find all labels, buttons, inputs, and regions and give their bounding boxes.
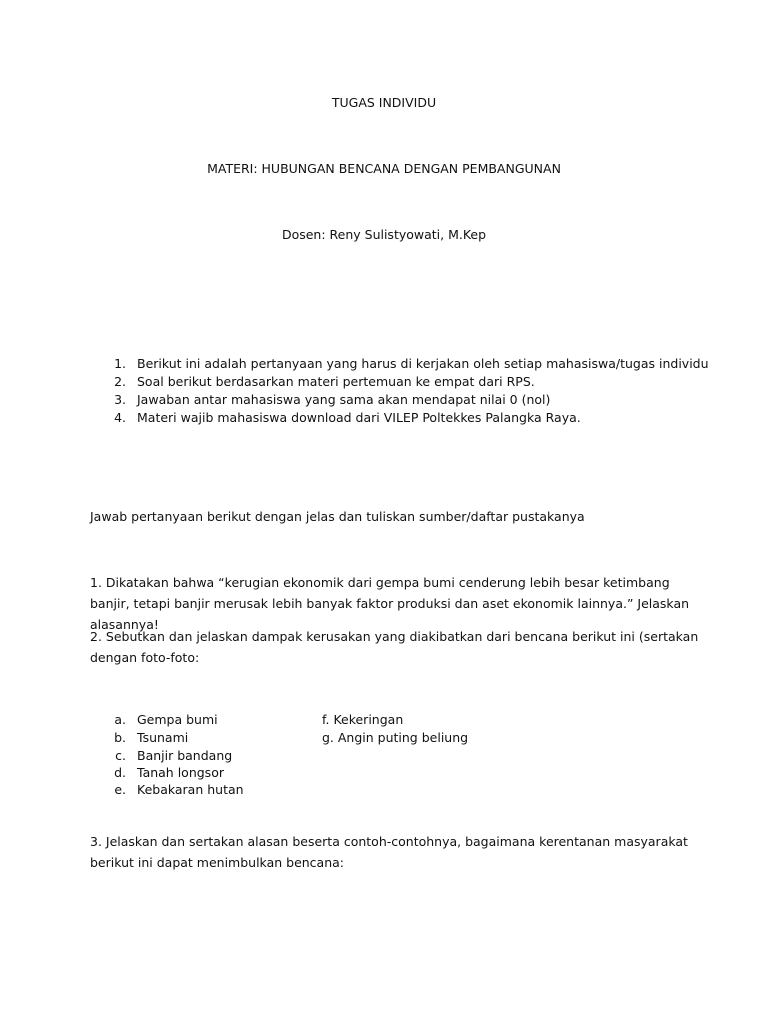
list-item bbox=[0, 782, 768, 799]
list-item bbox=[0, 712, 768, 729]
list-text: Soal berikut berdasarkan materi pertemuan ke empat dari RPS. bbox=[137, 374, 535, 389]
list-item bbox=[0, 392, 768, 409]
list-text: Banjir bandang bbox=[137, 748, 233, 763]
list-letter: d. bbox=[114, 765, 126, 780]
list-text: Tsunami bbox=[137, 730, 189, 745]
list-number: 3. bbox=[114, 392, 126, 407]
list-item bbox=[0, 410, 768, 427]
document-title: TUGAS INDIVIDU bbox=[331, 95, 437, 110]
question-2: 2. Sebutkan dan jelaskan dampak kerusakan yang diakibatkan dari bencana berikut ini (sertakan dengan foto-foto: bbox=[90, 629, 699, 665]
question-1: 1. Dikatakan bahwa “kerugian ekonomik dari gempa bumi cenderung lebih besar ketimbang banjir, tetapi banjir merusak lebih banyak faktor produksi dan aset ekonomik lainnya.” Jelaskan alasannya! bbox=[90, 575, 690, 632]
list-text: Jawaban antar mahasiswa yang sama akan mendapat nilai 0 (nol) bbox=[137, 392, 551, 407]
list-item bbox=[0, 765, 768, 782]
list-text: Kebakaran hutan bbox=[137, 782, 244, 797]
dosen-line: Dosen: Reny Sulistyowati, M.Kep bbox=[281, 227, 487, 242]
list-item bbox=[0, 748, 768, 765]
list-item bbox=[0, 356, 768, 373]
list-text: Tanah longsor bbox=[137, 765, 224, 780]
list-number: 4. bbox=[114, 410, 126, 425]
list-letter: c. bbox=[115, 748, 126, 763]
list-text: Gempa bumi bbox=[137, 712, 218, 727]
list-text: Materi wajib mahasiswa download dari VILEP Poltekkes Palangka Raya. bbox=[137, 410, 581, 425]
question-3: 3. Jelaskan dan sertakan alasan beserta contoh-contohnya, bagaimana kerentanan masyarakat berikut ini dapat menimbulkan bencana: bbox=[90, 834, 688, 870]
list-letter: b. bbox=[114, 730, 126, 745]
list-number: 1. bbox=[114, 356, 126, 371]
list-text-right: f. Kekeringan bbox=[322, 712, 404, 727]
intro-text: Jawab pertanyaan berikut dengan jelas dan tuliskan sumber/daftar pustakanya bbox=[90, 509, 585, 524]
list-text: Berikut ini adalah pertanyaan yang harus di kerjakan oleh setiap mahasiswa/tugas individu bbox=[137, 356, 709, 371]
list-letter: a. bbox=[114, 712, 126, 727]
list-item bbox=[0, 374, 768, 391]
list-item bbox=[0, 730, 768, 747]
list-letter: e. bbox=[114, 782, 126, 797]
list-text-right: g. Angin puting beliung bbox=[322, 730, 469, 745]
list-number: 2. bbox=[114, 374, 126, 389]
materi-heading: MATERI: HUBUNGAN BENCANA DENGAN PEMBANGUNAN bbox=[207, 161, 561, 176]
